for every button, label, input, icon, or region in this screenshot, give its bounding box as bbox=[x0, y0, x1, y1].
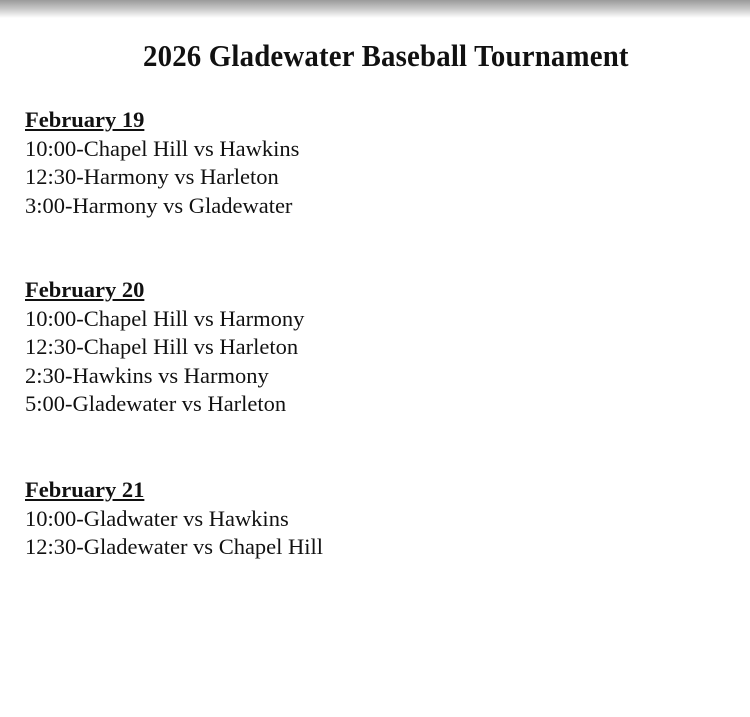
document-title: 2026 Gladewater Baseball Tournament bbox=[143, 38, 629, 73]
game-item: 2:30-Hawkins vs Harmony bbox=[25, 362, 269, 388]
top-shadow bbox=[0, 0, 750, 18]
game-item: 3:00-Harmony vs Gladewater bbox=[25, 192, 293, 218]
game-item: 12:30-Harmony vs Harleton bbox=[25, 164, 279, 189]
day-heading: February 21 bbox=[25, 477, 145, 502]
game-item: 12:30-Gladewater vs Chapel Hill bbox=[25, 534, 324, 559]
game-item: 12:30-Chapel Hill vs Harleton bbox=[25, 334, 299, 359]
day-section-feb-21 bbox=[25, 476, 323, 562]
day-heading: February 20 bbox=[25, 277, 145, 302]
game-item: 10:00-Chapel Hill vs Hawkins bbox=[25, 135, 300, 161]
day-section-feb-20 bbox=[25, 276, 304, 419]
game-item: 5:00-Gladewater vs Harleton bbox=[25, 391, 287, 416]
day-section-feb-19 bbox=[25, 106, 299, 220]
game-item: 10:00-Gladwater vs Hawkins bbox=[25, 505, 289, 531]
day-heading: February 19 bbox=[25, 107, 145, 132]
game-item: 10:00-Chapel Hill vs Harmony bbox=[25, 305, 305, 331]
